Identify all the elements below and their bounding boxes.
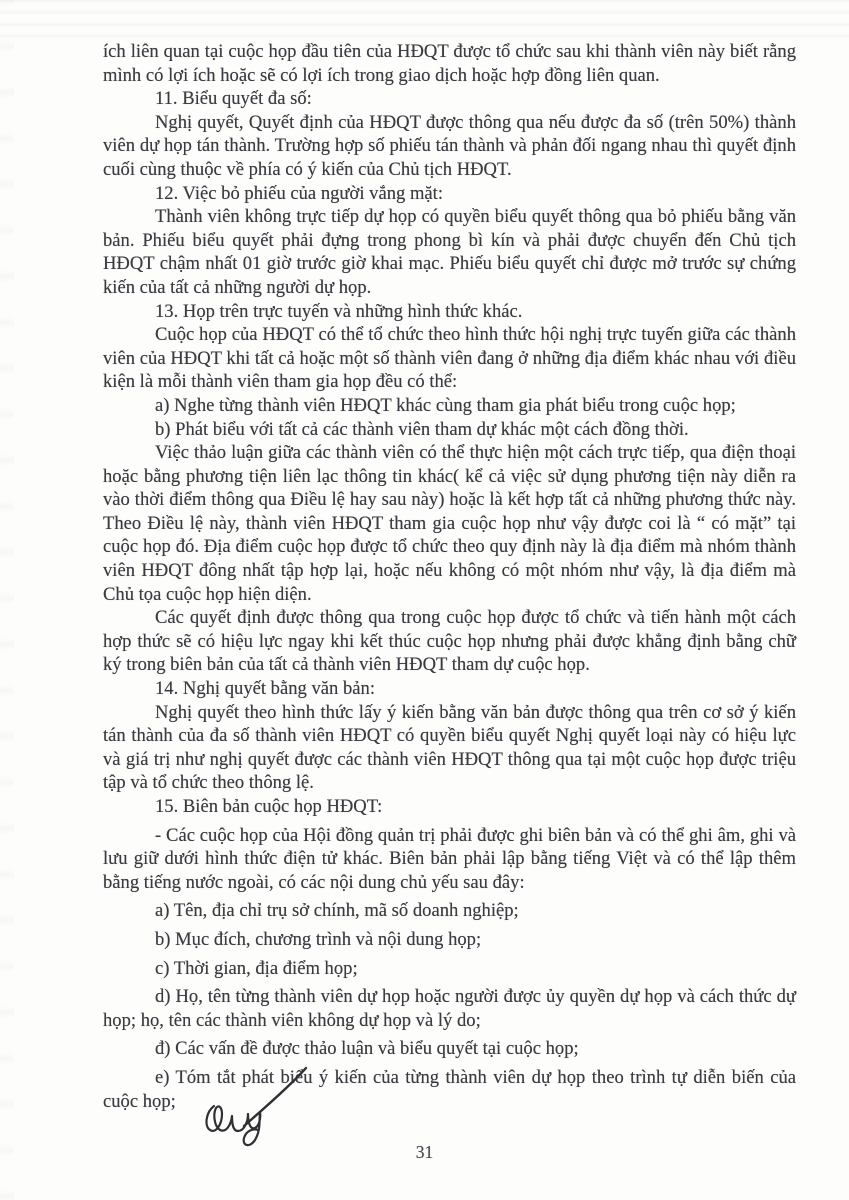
para-15-intro: - Các cuộc họp của Hội đồng quản trị phải được ghi biên bản và có thể ghi âm, ghi và lưu giữ dưới hình thức điện tử khác. Biên bản phải lập bằng tiếng Việt và có thể lập thêm bằng tiếng nước ngoài, có các nội dung chủ yếu sau đây: [103, 824, 796, 893]
list-15-item-dd: đ) Các vấn đề được thảo luận và biểu quyết tại cuộc họp; [155, 1038, 579, 1060]
para-13-decisions: Các quyết định được thông qua trong cuộc họp được tổ chức và tiến hành một cách hợp thức sẽ có hiệu lực ngay khi kết thúc cuộc họp nhưng phải được khẳng định bằng chữ ký trong biên bản của tất cả thành viên HĐQT tham dự cuộc họp. [103, 607, 796, 676]
heading-item-11: 11. Biểu quyết đa số: [155, 88, 312, 110]
scan-noise-top [0, 0, 849, 38]
para-14-body: Nghị quyết theo hình thức lấy ý kiến bằng văn bản được thông qua trên cơ sở ý kiến tán thành của đa số thành viên HĐQT có quyền biểu quyết Nghị quyết loại này có hiệu lực và giá trị như nghị quyết được các thành viên HĐQT thông qua tại một cuộc họp được triệu tập và tổ chức theo thông lệ. [103, 701, 796, 794]
heading-item-12: 12. Việc bỏ phiếu của người vắng mặt: [155, 182, 443, 204]
list-15-item-b: b) Mục đích, chương trình và nội dung họp; [155, 928, 482, 950]
para-continuation: ích liên quan tại cuộc họp đầu tiên của HĐQT được tổ chức sau khi thành viên này biết rằng mình có lợi ích hoặc sẽ có lợi ích trong giao dịch hoặc hợp đồng liên quan. [103, 41, 796, 86]
page-number: 31 [415, 1142, 434, 1162]
document-text-block [103, 40, 796, 1113]
list-15-item-c: c) Thời gian, địa điểm họp; [155, 957, 358, 979]
heading-item-13: 13. Họp trên trực tuyến và những hình thức khác. [155, 300, 523, 322]
heading-item-15: 15. Biên bản cuộc họp HĐQT: [155, 796, 383, 817]
list-15-item-e: e) Tóm tắt phát biểu ý kiến của từng thành viên dự họp theo trình tự diễn biến của cuộc họp; [103, 1066, 796, 1112]
para-13-discussion: Việc thảo luận giữa các thành viên có thể thực hiện một cách trực tiếp, qua điện thoại hoặc bằng phương tiện liên lạc thông tin khác( kể cả việc sử dụng phương tiện này diễn ra vào thời điểm thông qua Điều lệ hay sau này) hoặc là kết hợp tất cả những phương thức này. Theo Điều lệ này, thành viên HĐQT tham gia cuộc họp như vậy được coi là “ có mặt” tại cuộc họp đó. Địa điểm cuộc họp được tổ chức theo quy định này là địa điểm mà nhóm thành viên HĐQT đông nhất tập hợp lại, hoặc nếu không có một nhóm như vậy, là địa điểm mà Chủ tọa cuộc họp hiện diện. [103, 442, 796, 605]
list-13-item-b: b) Phát biểu với tất cả các thành viên tham dự khác một cách đồng thời. [155, 418, 689, 440]
heading-item-14: 14. Nghị quyết bằng văn bản: [155, 678, 375, 700]
signature-scribble [198, 1062, 313, 1150]
para-13-intro: Cuộc họp của HĐQT có thể tổ chức theo hình thức hội nghị trực tuyến giữa các thành viên của HĐQT khi tất cả hoặc một số thành viên đang ở những địa điểm khác nhau với điều kiện là mỗi thành viên tham gia họp đều có thể: [103, 324, 796, 393]
list-15-item-d: d) Họ, tên từng thành viên dự họp hoặc người được ủy quyền dự họp và cách thức dự họp; họ, tên các thành viên không dự họp và lý do; [103, 986, 796, 1031]
para-12-body: Thành viên không trực tiếp dự họp có quyền biểu quyết thông qua bỏ phiếu bằng văn bản. Phiếu biểu quyết phải đựng trong phong bì kín và phải được chuyển đến Chủ tịch HĐQT chậm nhất 01 giờ trước giờ khai mạc. Phiếu biểu quyết chỉ được mở trước sự chứng kiến của tất cả những người dự họp. [103, 206, 796, 298]
para-11-body: Nghị quyết, Quyết định của HĐQT được thông qua nếu được đa số (trên 50%) thành viên dự họp tán thành. Trường hợp số phiếu tán thành và phản đối ngang nhau thì quyết định cuối cùng thuộc về phía có ý kiến của Chủ tịch HĐQT. [103, 111, 796, 180]
list-13-item-a: a) Nghe từng thành viên HĐQT khác cùng tham gia phát biểu trong cuộc họp; [155, 394, 736, 416]
list-15-item-a: a) Tên, địa chỉ trụ sở chính, mã số doanh nghiệp; [155, 900, 519, 922]
scan-noise-left [0, 0, 14, 1200]
